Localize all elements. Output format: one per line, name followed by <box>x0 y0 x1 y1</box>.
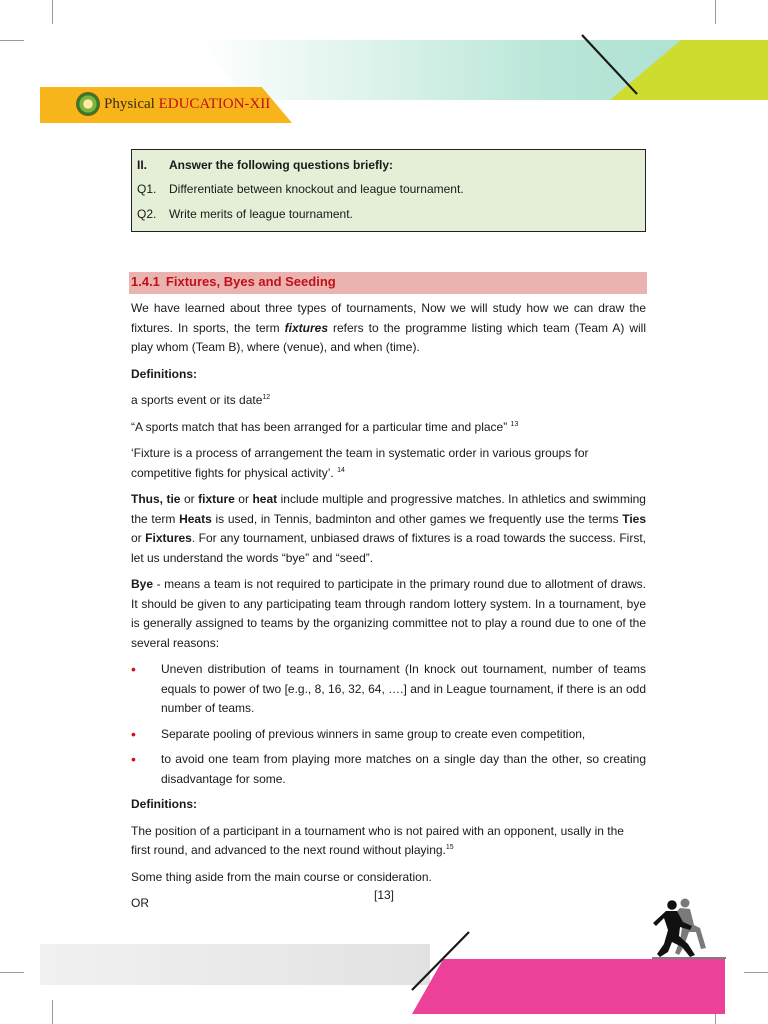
emblem-logo-icon <box>76 92 100 116</box>
page-number: [13] <box>373 888 394 902</box>
footnote-ref: 14 <box>337 466 345 474</box>
definitions-heading: Definitions: <box>131 797 197 811</box>
question-item <box>137 182 638 207</box>
exercise-number: II. <box>137 158 148 172</box>
section-heading <box>129 272 647 294</box>
question-text: Write merits of league tournament. <box>169 207 353 221</box>
thus-paragraph: Thus, tie or fixture or heat include multiple and progressive matches. In athletics and swimming the term Heats is used, in Tennis, badminton and other games we frequently use the terms Ties or Fixtures. For any tournament, unbiased draws of fixtures is a road towards the success. First, let us understand the words “bye” and “seed”. <box>131 492 646 565</box>
exercise-title: Answer the following questions briefly: <box>169 158 394 172</box>
question-number: Q2. <box>137 207 157 221</box>
bye-paragraph: Bye - means a team is not required to participate in the primary round due to allotment of draws. It should be given to any participating team through random lottery system. In a tournament, bye is generally assigned to teams by the organizing committee not to play a round due to one of the several reasons: <box>131 577 646 650</box>
definition-3: ‘Fixture is a process of arrangement the team in systematic order in various groups for competitive fights for physical activity’. $^{14}$ <box>131 446 589 480</box>
section-title: Fixtures, Byes and Seeding <box>165 274 336 289</box>
section-number: 1.4.1 <box>131 274 160 289</box>
fixtures-term: fixtures <box>284 320 329 335</box>
footnote-ref: 12 <box>262 394 271 401</box>
question-item <box>137 207 638 232</box>
bullet-item: • Uneven distribution of teams in tournament (In knock out tournament, number of teams equals to power of two [e.g., 8, 16, 32, 64, ….] and in League tournament, if there is an odd number of teams. <box>131 660 646 719</box>
exercise-box <box>131 149 646 232</box>
definition-2: “A sports match that has been arranged for a particular time and place” $^{13}$ <box>131 419 519 434</box>
question-number: Q1. <box>137 182 157 196</box>
intro-paragraph: We have learned about three types of tournaments, Now we will study how we can draw the fixtures. In sports, the term fixtures refers to the programme listing which team (Team A) will play whom (Team B), where (venue), and when (time). <box>131 301 646 354</box>
definition-5: Some thing aside from the main course or consideration. <box>131 869 432 884</box>
footnote-ref: 15 <box>445 844 454 851</box>
bye-term: Bye <box>131 577 154 591</box>
bullet-icon: • <box>131 725 136 742</box>
definitions-heading: Definitions: <box>131 366 197 381</box>
runners-silhouette-icon <box>653 899 706 958</box>
footer-slash <box>412 932 469 990</box>
bullet-icon: • <box>131 751 136 767</box>
question-text: Differentiate between knockout and league tournament. <box>169 182 464 196</box>
definition-1: a sports event or its date$^{12}$ <box>131 393 271 407</box>
definition-4: The position of a participant in a tournament who is not paired with an opponent, usally in the first round, and advanced to the next round without playing.$^{15}$ <box>131 823 624 857</box>
bullet-item: • to avoid one team from playing more matches on a single day than the other, so creating disadvantage for some. <box>131 750 646 789</box>
book-title: Physical EDUCATION-XII <box>104 96 271 112</box>
or-separator: OR <box>131 896 149 910</box>
page-body <box>131 299 646 921</box>
bullet-item: • Separate pooling of previous winners in same group to create even competition, <box>131 725 646 745</box>
exercise-heading <box>137 158 638 182</box>
footer-decoration <box>0 880 768 1024</box>
bullet-icon: • <box>131 661 136 677</box>
footnote-ref: 13 <box>510 420 519 428</box>
